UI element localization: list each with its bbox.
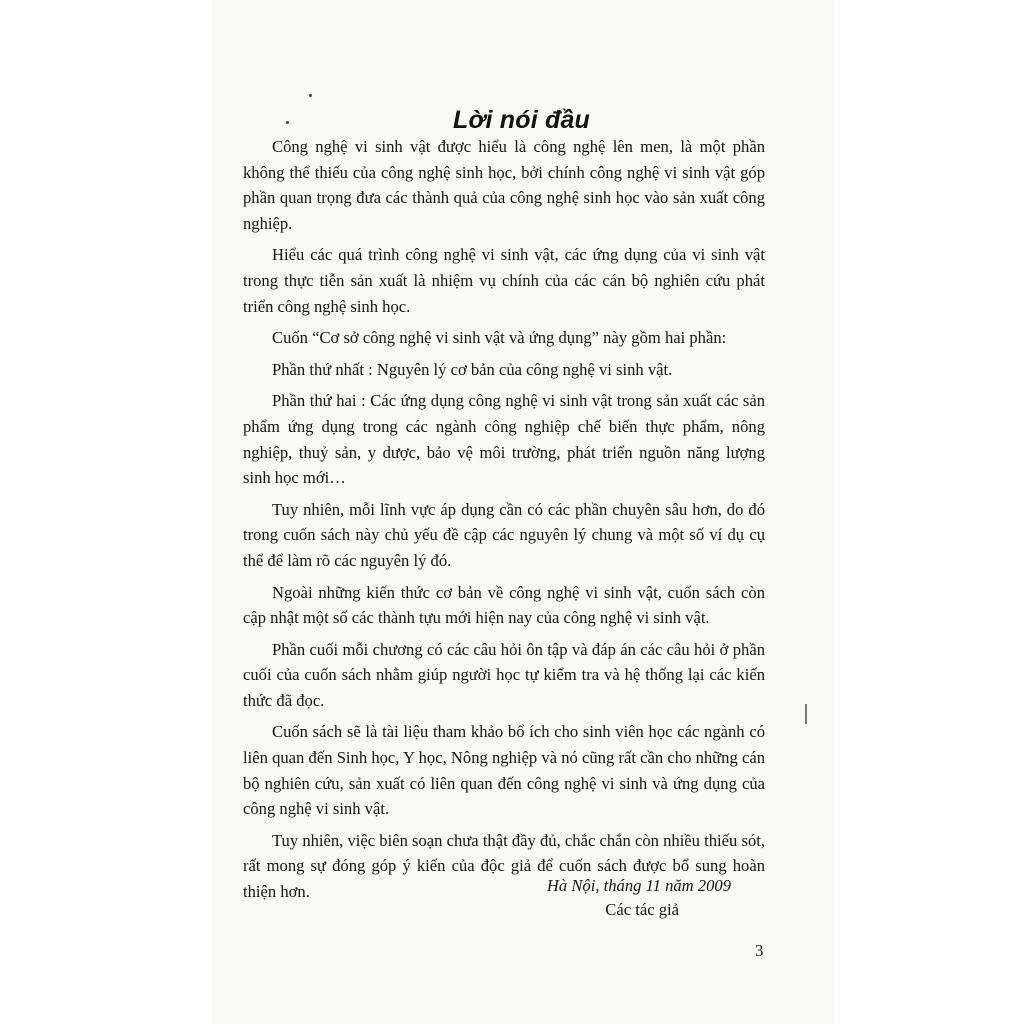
signature-author: Các tác giả xyxy=(605,900,679,919)
paragraph: Tuy nhiên, việc biên soạn chưa thật đầy đủ, chắc chắn còn nhiều thiếu sót, rất mong sự đóng góp ý kiến của độc giả để cuốn sách được bổ sung hoàn thiện hơn. xyxy=(243,830,765,902)
preface-body xyxy=(243,134,765,911)
page-title: Lời nói đầu xyxy=(453,106,591,134)
paragraph: Tuy nhiên, mỗi lĩnh vực áp dụng cần có các phần chuyên sâu hơn, do đó trong cuốn sách này chủ yếu đề cập các nguyên lý chung và một số ví dụ cụ thể để làm rõ các nguyên lý đó. xyxy=(243,499,765,570)
paragraph: Hiểu các quá trình công nghệ vi sinh vật, các ứng dụng của vi sinh vật trong thực tiễn sản xuất là nhiệm vụ chính của các cán bộ nghiên cứu phát triển công nghệ sinh học. xyxy=(243,245,765,316)
left-margin xyxy=(0,0,212,1024)
paragraph: Cuốn sách sẽ là tài liệu tham khảo bổ ích cho sinh viên học các ngành có liên quan đến Sinh học, Y học, Nông nghiệp và nó cũng rất cần cho những cán bộ nghiên cứu, sản xuất có liên quan đến công nghệ vi sinh và ứng dụng của công nghệ vi sinh vật. xyxy=(243,722,765,819)
paragraph: Phần cuối mỗi chương có các câu hỏi ôn tập và đáp án các câu hỏi ở phần cuối của cuốn sách nhằm giúp người học tự kiểm tra và hệ thống lại các kiến thức đã đọc. xyxy=(243,639,765,710)
paragraph: Phần thứ hai : Các ứng dụng công nghệ vi sinh vật trong sản xuất các sản phẩm ứng dụng trong các ngành công nghiệp chế biến thực phẩm, nông nghiệp, thuỷ sản, y dược, bảo vệ môi trường, phát triển nguồn năng lượng sinh học mới… xyxy=(243,391,765,488)
paragraph: Công nghệ vi sinh vật được hiểu là công nghệ lên men, là một phần không thể thiếu của công nghệ sinh học, bởi chính công nghệ vi sinh vật góp phần quan trọng đưa các thành quả của công nghệ sinh học vào sản xuất công nghiệp. xyxy=(243,137,765,233)
paragraph: Ngoài những kiến thức cơ bản về công nghệ vi sinh vật, cuốn sách còn cập nhật một số các thành tựu mới hiện nay của công nghệ vi sinh vật. xyxy=(243,582,765,628)
page-number: 3 xyxy=(755,941,764,960)
paragraph: Phần thứ nhất : Nguyên lý cơ bản của công nghệ vi sinh vật. xyxy=(272,359,673,379)
right-margin xyxy=(834,0,1024,1024)
paragraph: Cuốn “Cơ sở công nghệ vi sinh vật và ứng dụng” này gồm hai phần: xyxy=(272,328,727,348)
scan-speck xyxy=(309,94,312,97)
scan-mark xyxy=(805,704,807,724)
signature-place-date: Hà Nội, tháng 11 năm 2009 xyxy=(546,876,731,895)
scan-speck xyxy=(286,121,289,124)
